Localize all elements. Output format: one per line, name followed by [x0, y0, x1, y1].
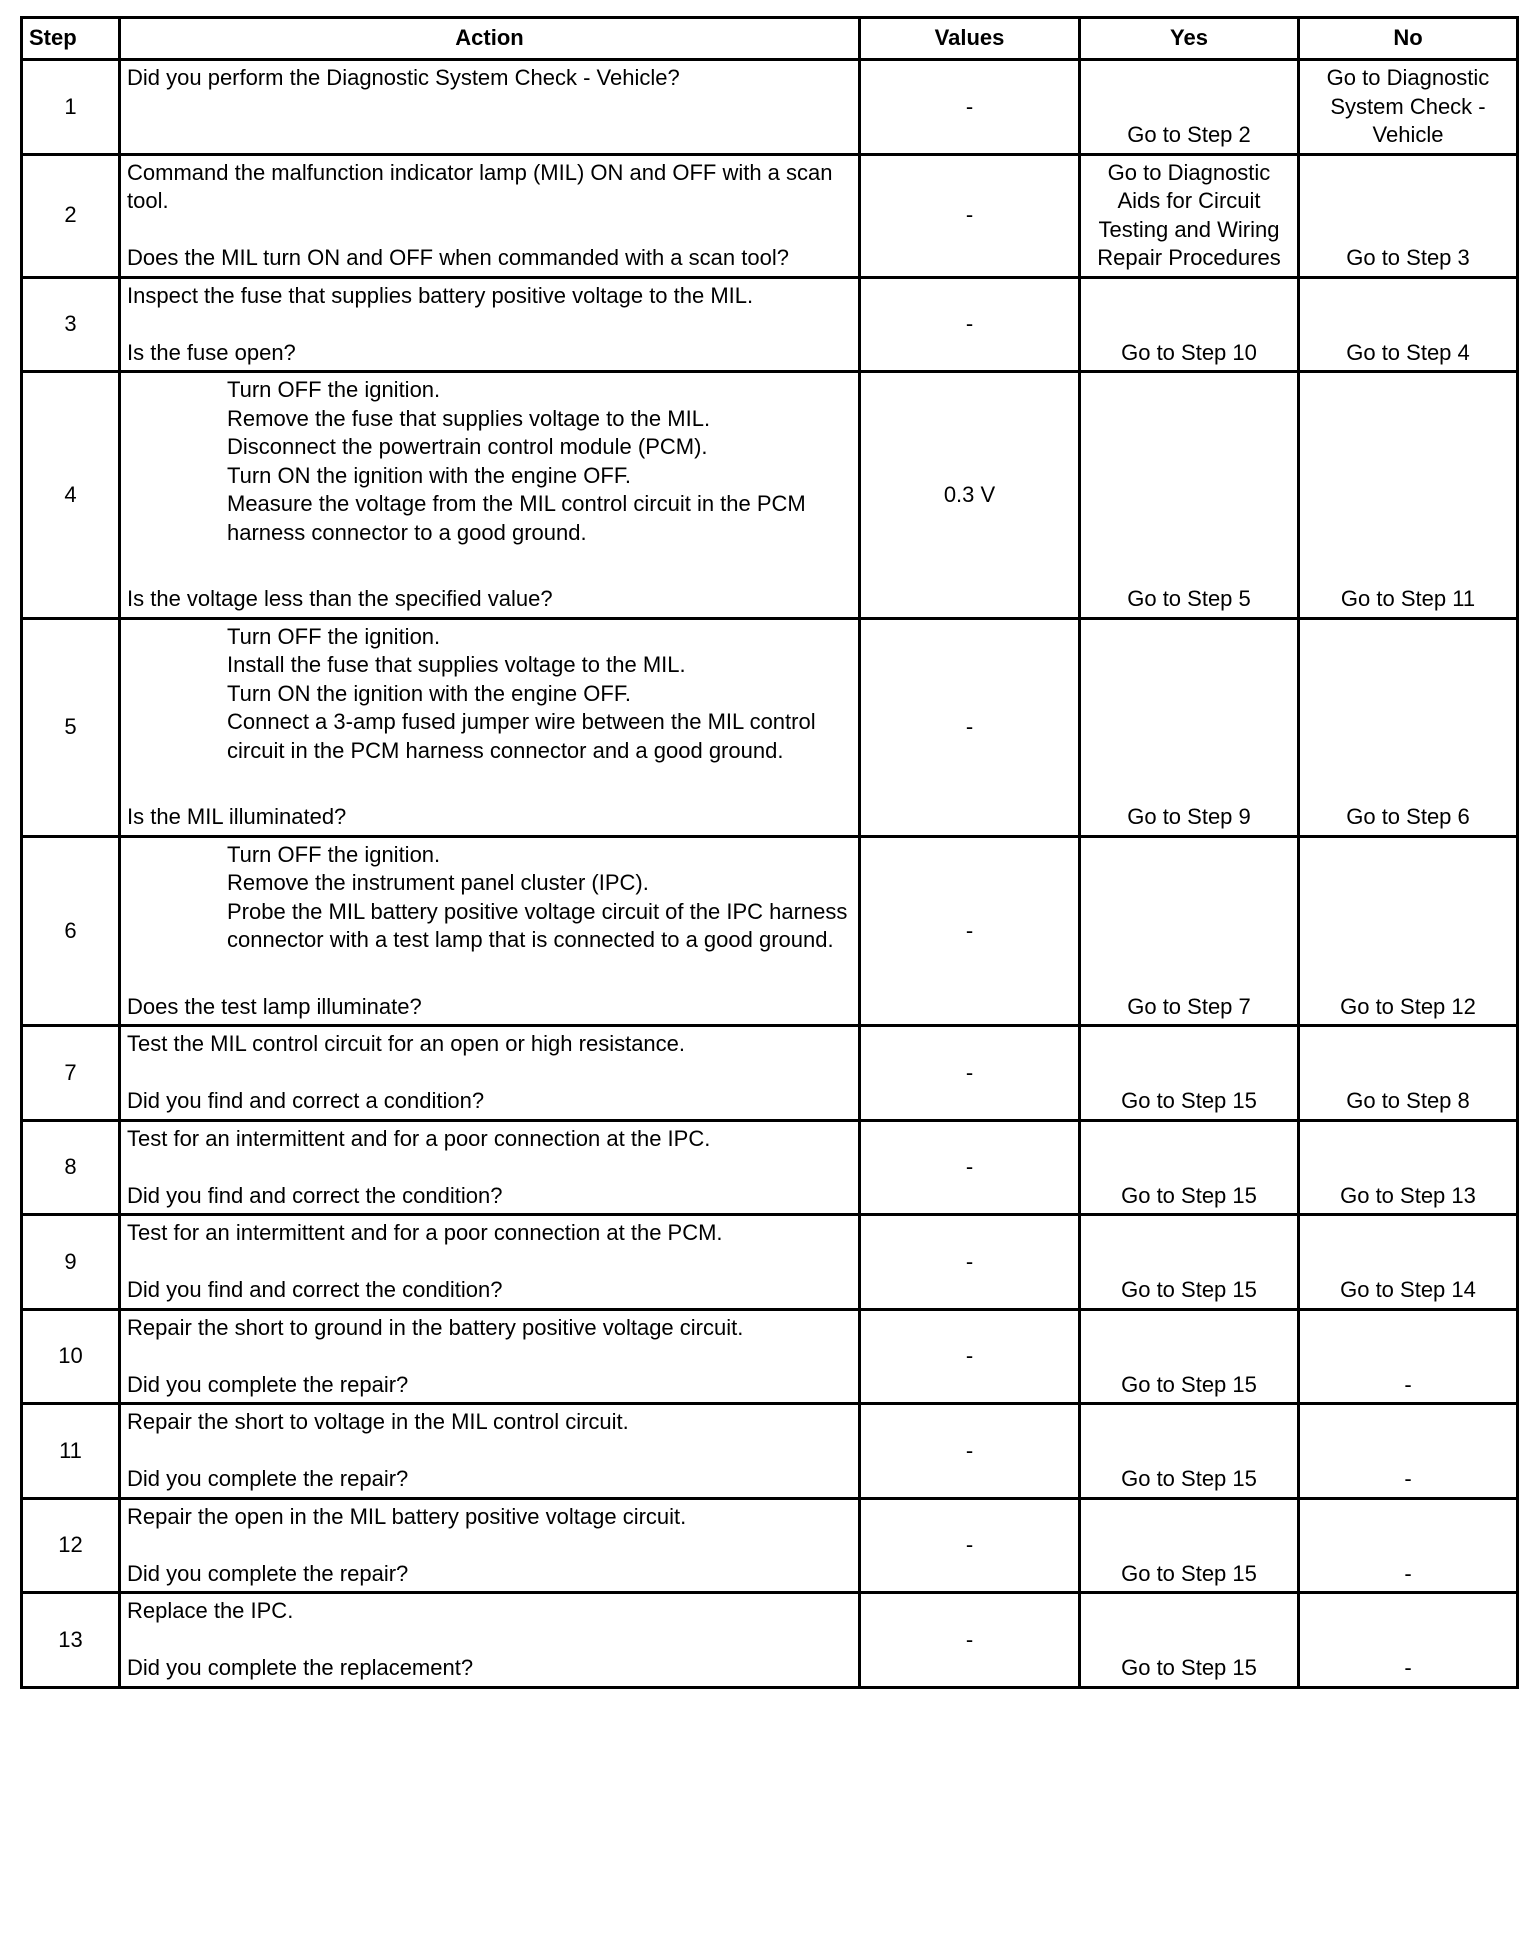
- action-cell: [120, 277, 860, 372]
- spacer: [127, 310, 852, 339]
- no-cell: Go to Diagnostic System Check - Vehicle: [1299, 60, 1518, 155]
- spacer: [127, 1531, 852, 1560]
- step-number: 13: [22, 1593, 120, 1688]
- no-cell: Go to Step 12: [1299, 836, 1518, 1026]
- question-text: Does the MIL turn ON and OFF when commanded with a scan tool?: [127, 245, 789, 270]
- table-row: [22, 1026, 1518, 1121]
- step-number: 10: [22, 1309, 120, 1404]
- question-text: Did you complete the repair?: [127, 1371, 409, 1397]
- question-text: Is the fuse open?: [127, 339, 296, 365]
- action-cell: [120, 1404, 860, 1499]
- step-number: 4: [22, 372, 120, 619]
- no-cell: -: [1299, 1404, 1518, 1499]
- question-text: Did you perform the Diagnostic System Check - Vehicle?: [127, 65, 680, 90]
- action-cell: [120, 372, 860, 619]
- action-cell: [120, 1593, 860, 1688]
- substep-text: Probe the MIL battery positive voltage circuit of the IPC harness connector with a test lamp that is connected to a good ground.: [227, 898, 848, 952]
- table-row: [22, 154, 1518, 277]
- no-cell: Go to Step 13: [1299, 1120, 1518, 1215]
- substep-text: Measure the voltage from the MIL control circuit in the PCM harness connector to a good ground.: [227, 491, 806, 545]
- substep-text: Turn ON the ignition with the engine OFF.: [227, 680, 631, 706]
- question-text: Did you complete the repair?: [127, 1466, 409, 1491]
- yes-cell: Go to Step 15: [1080, 1498, 1299, 1593]
- instruction-text: Command the malfunction indicator lamp (MIL) ON and OFF with a scan tool.: [127, 159, 833, 213]
- spacer: [127, 955, 852, 993]
- yes-cell: Go to Step 2: [1080, 60, 1299, 155]
- instruction-text: Test the MIL control circuit for an open or high resistance.: [127, 1031, 686, 1056]
- value-cell: -: [860, 1026, 1080, 1121]
- diagnostic-table: [20, 16, 1519, 1689]
- table-row: [22, 836, 1518, 1026]
- step-number: 11: [22, 1404, 120, 1499]
- yes-cell: Go to Step 15: [1080, 1309, 1299, 1404]
- instruction-text: Repair the open in the MIL battery positive voltage circuit.: [127, 1503, 687, 1529]
- value-cell: -: [860, 836, 1080, 1026]
- action-cell: [120, 1309, 860, 1404]
- no-cell: -: [1299, 1498, 1518, 1593]
- value-cell: -: [860, 154, 1080, 277]
- no-cell: Go to Step 3: [1299, 154, 1518, 277]
- action-cell: [120, 618, 860, 836]
- value-cell: 0.3 V: [860, 372, 1080, 619]
- yes-cell: Go to Step 15: [1080, 1026, 1299, 1121]
- yes-cell: Go to Step 10: [1080, 277, 1299, 372]
- substep-text: Remove the instrument panel cluster (IPC).: [227, 870, 649, 895]
- no-cell: Go to Step 11: [1299, 372, 1518, 619]
- yes-cell: Go to Step 15: [1080, 1215, 1299, 1310]
- header-no: No: [1299, 18, 1518, 60]
- action-cell: [120, 1120, 860, 1215]
- substep-text: Connect a 3-amp fused jumper wire between the MIL control circuit in the PCM harness connector and a good ground.: [227, 709, 816, 763]
- question-text: Did you find and correct the condition?: [127, 1277, 503, 1302]
- action-cell: [120, 154, 860, 277]
- header-row: [22, 18, 1518, 60]
- step-number: 7: [22, 1026, 120, 1121]
- substep-text: Disconnect the powertrain control module (PCM).: [227, 434, 708, 459]
- question-text: Is the voltage less than the specified value?: [127, 586, 553, 611]
- value-cell: -: [860, 1593, 1080, 1688]
- table-row: [22, 1498, 1518, 1593]
- value-cell: -: [860, 60, 1080, 155]
- instruction-text: Replace the IPC.: [127, 1598, 294, 1623]
- table-row: [22, 1309, 1518, 1404]
- action-cell: [120, 836, 860, 1026]
- spacer: [127, 216, 852, 245]
- question-text: Did you complete the replacement?: [127, 1655, 474, 1680]
- no-cell: -: [1299, 1309, 1518, 1404]
- value-cell: -: [860, 277, 1080, 372]
- spacer: [127, 1342, 852, 1371]
- substep-text: Remove the fuse that supplies voltage to the MIL.: [227, 405, 711, 431]
- instruction-text: Repair the short to ground in the battery positive voltage circuit.: [127, 1314, 744, 1340]
- table-row: [22, 618, 1518, 836]
- question-text: Does the test lamp illuminate?: [127, 993, 422, 1019]
- table-body: [22, 60, 1518, 1688]
- header-step: Step: [22, 18, 120, 60]
- yes-cell: Go to Step 15: [1080, 1120, 1299, 1215]
- spacer: [127, 1248, 852, 1277]
- no-cell: Go to Step 8: [1299, 1026, 1518, 1121]
- spacer: [127, 1153, 852, 1182]
- no-cell: Go to Step 6: [1299, 618, 1518, 836]
- question-text: Did you find and correct the condition?: [127, 1182, 503, 1208]
- yes-cell: Go to Step 15: [1080, 1404, 1299, 1499]
- step-number: 5: [22, 618, 120, 836]
- table-row: [22, 1593, 1518, 1688]
- step-number: 6: [22, 836, 120, 1026]
- yes-cell: Go to Diagnostic Aids for Circuit Testing and Wiring Repair Procedures: [1080, 154, 1299, 277]
- action-cell: [120, 60, 860, 155]
- step-number: 1: [22, 60, 120, 155]
- instruction-text: Inspect the fuse that supplies battery positive voltage to the MIL.: [127, 282, 754, 308]
- question-text: Did you complete the repair?: [127, 1560, 409, 1586]
- value-cell: -: [860, 1120, 1080, 1215]
- spacer: [127, 547, 852, 585]
- yes-cell: Go to Step 5: [1080, 372, 1299, 619]
- value-cell: -: [860, 1215, 1080, 1310]
- no-cell: Go to Step 4: [1299, 277, 1518, 372]
- header-action: Action: [120, 18, 860, 60]
- value-cell: -: [860, 1404, 1080, 1499]
- table-row: [22, 60, 1518, 155]
- step-number: 8: [22, 1120, 120, 1215]
- spacer: [127, 1626, 852, 1655]
- instruction-text: Repair the short to voltage in the MIL control circuit.: [127, 1409, 629, 1434]
- table-row: [22, 277, 1518, 372]
- step-number: 2: [22, 154, 120, 277]
- substep-text: Turn OFF the ignition.: [227, 377, 441, 402]
- action-cell: [120, 1215, 860, 1310]
- instruction-text: Test for an intermittent and for a poor connection at the IPC.: [127, 1125, 711, 1151]
- table-row: [22, 1404, 1518, 1499]
- step-number: 9: [22, 1215, 120, 1310]
- value-cell: -: [860, 1498, 1080, 1593]
- question-text: Did you find and correct a condition?: [127, 1088, 485, 1113]
- no-cell: Go to Step 14: [1299, 1215, 1518, 1310]
- spacer: [127, 1059, 852, 1088]
- substep-text: Turn OFF the ignition.: [227, 841, 441, 867]
- header-yes: Yes: [1080, 18, 1299, 60]
- yes-cell: Go to Step 9: [1080, 618, 1299, 836]
- question-text: Is the MIL illuminated?: [127, 804, 347, 829]
- step-number: 3: [22, 277, 120, 372]
- substep-text: Turn OFF the ignition.: [227, 623, 441, 649]
- header-values: Values: [860, 18, 1080, 60]
- step-number: 12: [22, 1498, 120, 1593]
- action-cell: [120, 1026, 860, 1121]
- no-cell: -: [1299, 1593, 1518, 1688]
- instruction-text: Test for an intermittent and for a poor connection at the PCM.: [127, 1220, 723, 1245]
- substep-text: Turn ON the ignition with the engine OFF.: [227, 462, 631, 488]
- table-row: [22, 372, 1518, 619]
- substep-text: Install the fuse that supplies voltage to the MIL.: [227, 652, 686, 677]
- table-row: [22, 1215, 1518, 1310]
- table-header: [22, 18, 1518, 60]
- spacer: [127, 1437, 852, 1466]
- table-row: [22, 1120, 1518, 1215]
- action-cell: [120, 1498, 860, 1593]
- yes-cell: Go to Step 7: [1080, 836, 1299, 1026]
- spacer: [127, 765, 852, 803]
- value-cell: -: [860, 618, 1080, 836]
- value-cell: -: [860, 1309, 1080, 1404]
- yes-cell: Go to Step 15: [1080, 1593, 1299, 1688]
